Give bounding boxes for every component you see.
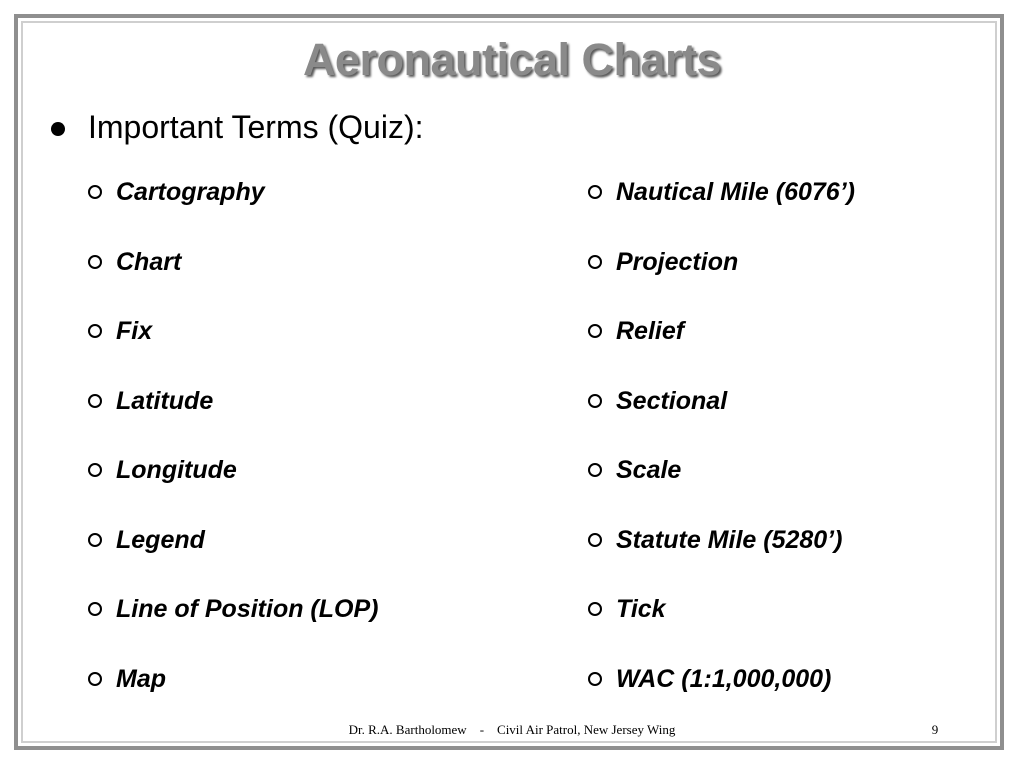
list-item: [88, 523, 205, 557]
hollow-circle-icon: [588, 672, 602, 686]
term-label: Line of Position (LOP): [116, 594, 379, 623]
list-item: [88, 453, 237, 487]
hollow-circle-icon: [88, 533, 102, 547]
hollow-circle-icon: [588, 255, 602, 269]
list-item: [588, 175, 855, 209]
term-label: Statute Mile (5280’): [616, 525, 843, 554]
filled-circle-icon: [51, 122, 65, 136]
hollow-circle-icon: [88, 602, 102, 616]
hollow-circle-icon: [88, 394, 102, 408]
list-item: [88, 175, 265, 209]
term-label: Fix: [116, 316, 153, 345]
slide-title: Aeronautical Charts: [302, 34, 722, 85]
hollow-circle-icon: [588, 602, 602, 616]
list-item: [88, 245, 181, 279]
term-label: Latitude: [116, 386, 214, 415]
list-item: [88, 662, 166, 696]
page-number: 9: [931, 722, 939, 737]
hollow-circle-icon: [88, 672, 102, 686]
hollow-circle-icon: [588, 463, 602, 477]
hollow-circle-icon: [588, 394, 602, 408]
list-item: [588, 592, 666, 626]
hollow-circle-icon: [588, 324, 602, 338]
term-label: Longitude: [116, 455, 237, 484]
hollow-circle-icon: [88, 324, 102, 338]
term-label: Scale: [616, 455, 682, 484]
term-label: WAC (1:1,000,000): [616, 664, 832, 693]
hollow-circle-icon: [88, 185, 102, 199]
hollow-circle-icon: [588, 185, 602, 199]
list-item: [88, 314, 152, 348]
list-item: [588, 453, 681, 487]
section-heading: Important Terms (Quiz):: [88, 109, 424, 145]
term-label: Map: [116, 664, 166, 693]
list-item: [588, 384, 727, 418]
term-label: Nautical Mile (6076’): [616, 177, 855, 206]
list-item: [588, 245, 738, 279]
list-item: [588, 314, 684, 348]
term-label: Chart: [116, 247, 182, 276]
list-item: [588, 523, 842, 557]
hollow-circle-icon: [588, 533, 602, 547]
term-label: Legend: [116, 525, 205, 554]
term-label: Projection: [616, 247, 739, 276]
hollow-circle-icon: [88, 255, 102, 269]
list-item: [588, 662, 831, 696]
term-label: Sectional: [616, 386, 728, 415]
term-label: Tick: [616, 594, 666, 623]
footer-credit: Dr. R.A. Bartholomew - Civil Air Patrol, New Jersey Wing: [348, 722, 676, 737]
term-label: Relief: [616, 316, 685, 345]
list-item: [88, 384, 213, 418]
hollow-circle-icon: [88, 463, 102, 477]
term-label: Cartography: [116, 177, 265, 206]
list-item: [88, 592, 378, 626]
